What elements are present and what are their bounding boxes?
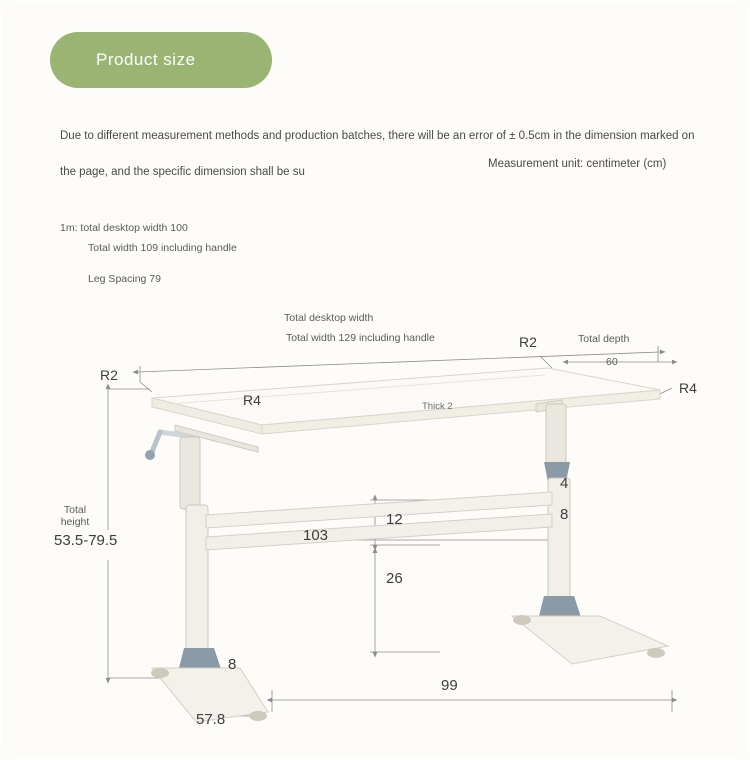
label-thickness: Thick 2 <box>422 401 453 412</box>
label-depth-value: 60 <box>606 356 618 368</box>
spec-line-1m-width: 1m: total desktop width 100 <box>60 222 188 234</box>
value-crossbar-width: 8 <box>560 506 569 523</box>
badge-label: Product size <box>96 50 196 69</box>
label-radius-right: R4 <box>679 380 697 396</box>
label-radius-left: R2 <box>100 367 118 383</box>
label-total-height: Total height <box>60 504 90 528</box>
measurement-unit-label: Measurement unit: centimeter (cm) <box>488 158 667 170</box>
value-foot-length: 57.8 <box>196 711 226 728</box>
measurement-disclaimer: Due to different measurement methods and production batches, there will be an error of ± 0.5cm in the dimension marked on the page, and the specific dimension shall be su <box>60 130 695 178</box>
value-crossbar-gap: 4 <box>560 475 569 492</box>
label-radius-top-right: R2 <box>519 334 537 350</box>
value-foot-depth: 8 <box>228 656 237 673</box>
label-total-width-with-handle: Total width 129 including handle <box>286 332 435 344</box>
value-total-height: 53.5-79.5 <box>54 532 118 549</box>
spec-line-leg-spacing: Leg Spacing 79 <box>88 273 161 285</box>
label-total-desktop-width: Total desktop width <box>284 312 374 324</box>
value-crossbar-height: 12 <box>386 511 403 528</box>
value-base-span: 99 <box>441 677 458 694</box>
spec-line-total-width: Total width 109 including handle <box>88 242 237 254</box>
value-leg-height: 26 <box>386 570 403 587</box>
label-total-depth: Total depth <box>578 333 630 345</box>
label-radius-desk-corner: R4 <box>243 392 261 408</box>
value-crossbar-length: 103 <box>303 527 329 544</box>
